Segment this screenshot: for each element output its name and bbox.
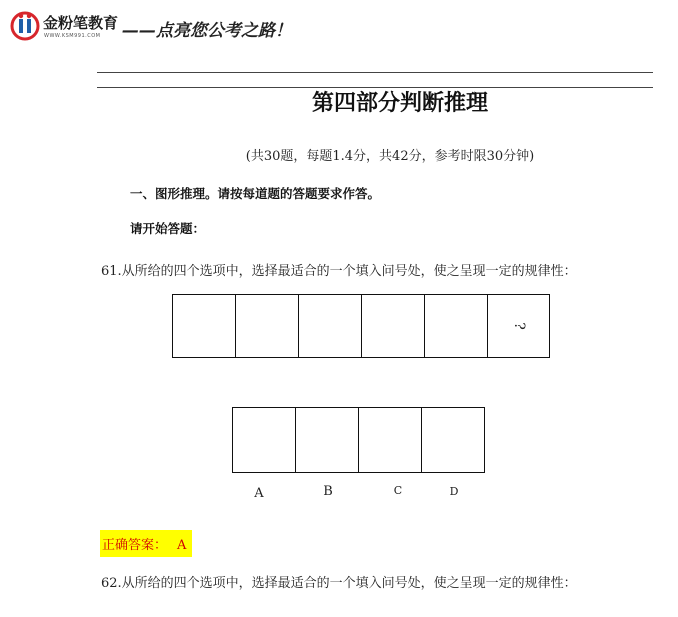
sequence-box [424,294,488,358]
option-box-c[interactable] [358,407,422,473]
question-mark: ? [510,322,527,330]
option-label-d: D [449,485,459,498]
answer-value: A [177,538,187,553]
sequence-box [172,294,236,358]
top-divider [97,72,653,73]
sequence-box-question [487,294,550,358]
option-box-a[interactable] [232,407,296,473]
option-box-d[interactable] [421,407,485,473]
part-heading: 一、图形推理。请按每道题的答题要求作答。 [130,186,381,201]
option-label-a: A [254,486,264,501]
sequence-box [235,294,299,358]
option-label-b: B [323,484,333,499]
question-62-text: 62.从所给的四个选项中，选择最适合的一个填入问号处，使之呈现一定的规律性： [101,576,577,591]
question-61-options [232,407,485,473]
correct-answer [100,530,192,557]
slogan: ——点亮您公考之路！ [122,21,292,41]
question-61-text: 61.从所给的四个选项中，选择最适合的一个填入问号处，使之呈现一定的规律性： [101,264,577,279]
sequence-box [361,294,425,358]
page-title: 第四部分判断推理 [311,91,488,116]
header [10,8,430,44]
option-box-b[interactable] [295,407,359,473]
sequence-box [298,294,362,358]
question-61-sequence [172,294,550,358]
brand-url: WWW.KSM991.COM [44,33,101,39]
brand-logo-icon [10,10,40,42]
brand-name: 金粉笔教育 [43,14,119,32]
start-label: 请开始答题： [130,221,206,236]
option-label-c: C [393,484,403,497]
section-subtitle: (共30题，每题1.4分，共42分，参考时限30分钟) [245,149,535,164]
answer-label: 正确答案： [102,538,168,553]
